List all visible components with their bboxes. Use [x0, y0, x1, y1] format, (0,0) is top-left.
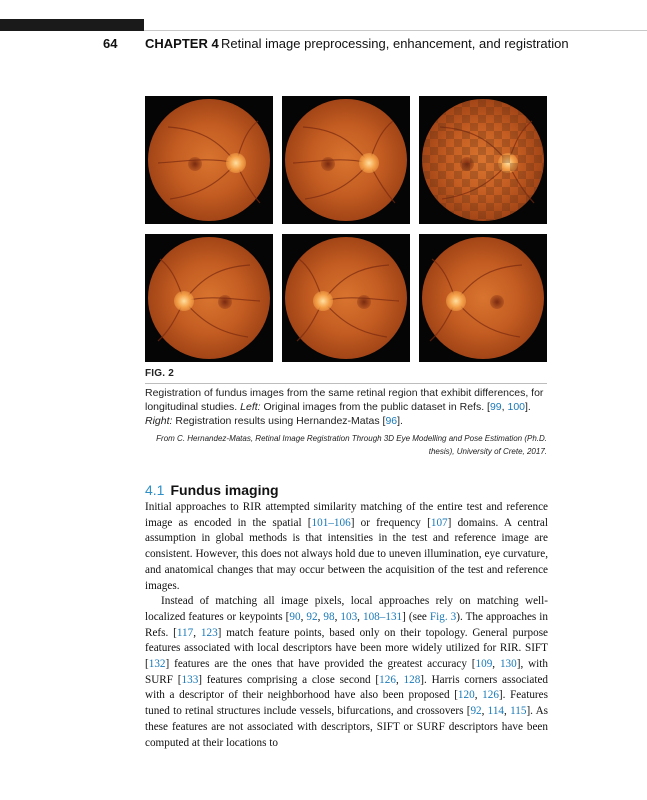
caption-right-text: Registration results using Hernandez-Matas [ — [172, 415, 386, 427]
body-text-segment: ] features are the ones that have provided the greatest accuracy [ — [165, 658, 476, 671]
citation-link[interactable]: 130 — [499, 658, 517, 671]
body-text-segment: ). The approaches in Refs. [ — [145, 610, 549, 639]
fundus-image — [419, 234, 547, 362]
citation-link[interactable]: 92 — [306, 610, 318, 623]
caption-left-text: Original images from the public dataset in Refs. [ — [260, 401, 490, 413]
citation-link[interactable]: 109 — [475, 658, 493, 671]
chapter-title: Retinal image preprocessing, enhancement, and registration — [221, 36, 569, 51]
fundus-image — [419, 96, 547, 224]
section-number: 4.1 — [145, 482, 165, 498]
body-text-segment: , — [504, 705, 511, 718]
body-text-segment: , — [334, 610, 341, 623]
section-heading — [145, 482, 547, 498]
body-text-segment: ]. Harris corners associated with a descriptor of their neighborhood have also been proposed [ — [145, 673, 549, 702]
citation-link[interactable]: 101–106 — [311, 516, 351, 529]
body-text-segment: , — [300, 610, 307, 623]
body-text — [145, 500, 548, 751]
citation-link[interactable]: Fig. 3 — [429, 610, 457, 623]
body-text-segment: , — [474, 689, 483, 702]
fundus-image — [282, 234, 410, 362]
body-text-segment: Instead of matching all image pixels, local approaches rely on matching well-localized features or keypoints [ — [145, 595, 548, 623]
citation-link[interactable]: 128 — [403, 673, 421, 686]
citation-link[interactable]: 103 — [340, 610, 358, 623]
body-text-segment: ] or frequency [ — [350, 516, 431, 529]
caption-text — [145, 386, 547, 428]
caption-rule — [145, 383, 547, 384]
header-bar — [0, 19, 144, 31]
body-text-segment: , — [395, 673, 404, 686]
body-text-segment: , — [481, 705, 488, 718]
body-text-segment: ], with SURF [ — [145, 658, 548, 686]
caption-intro: Registration of fundus images from the same retinal region that exhibit differences, for longitudinal studies. — [145, 387, 544, 413]
caption-end: ]. — [397, 415, 403, 427]
page-number: 64 — [103, 36, 118, 51]
fundus-image — [145, 96, 273, 224]
chapter-label: CHAPTER 4 — [145, 36, 219, 51]
citation-link[interactable]: 92 — [470, 705, 482, 718]
citation-link[interactable]: 108–131 — [362, 610, 403, 623]
citation-link[interactable]: 90 — [289, 610, 301, 623]
fundus-image — [282, 96, 410, 224]
body-text-segment: , — [193, 626, 201, 639]
section-title: Fundus imaging — [170, 482, 279, 498]
body-text-segment: Initial approaches to RIR attempted similarity matching of the entire test and reference image as encoded in the spatial [ — [145, 501, 548, 529]
caption-left-label: Left: — [240, 401, 261, 413]
figure-label: FIG. 2 — [145, 368, 174, 379]
body-paragraph — [145, 500, 548, 594]
figure-caption — [145, 368, 547, 458]
body-text-segment: , — [317, 610, 324, 623]
citation-link[interactable]: 123 — [200, 626, 218, 639]
body-text-segment: ] features comprising a close second [ — [198, 673, 380, 686]
citation-link[interactable]: 98 — [323, 610, 335, 623]
citation-link[interactable]: 120 — [457, 689, 475, 702]
citation-link[interactable]: 117 — [176, 626, 194, 639]
caption-separator: , — [501, 401, 508, 413]
citation-link[interactable]: 132 — [148, 658, 166, 671]
caption-close: ]. — [525, 401, 531, 413]
citation-link[interactable]: 114 — [487, 705, 505, 718]
citation-link[interactable]: 133 — [181, 673, 199, 686]
caption-right-label: Right: — [145, 415, 173, 427]
body-text-segment: ] match feature points, based only on their topology. General purpose features associated with local descriptors have been more widely utilized for RIR. SIFT [ — [145, 626, 549, 671]
body-text-segment: ]. As these features are not associated with descriptors, SIFT or SURF descriptors have been computed at their locations to — [145, 705, 549, 749]
citation-link[interactable]: 100 — [507, 401, 526, 413]
body-text-segment: ]. Features tuned to retinal structures include vessels, bifurcations, and crossovers [ — [145, 689, 548, 718]
citation-link[interactable]: 107 — [430, 516, 448, 529]
body-text-segment: , — [492, 658, 500, 671]
header-rule — [144, 30, 647, 31]
running-header — [0, 36, 647, 56]
body-paragraph — [145, 594, 548, 751]
citation-link[interactable]: 126 — [482, 689, 499, 702]
body-text-segment: ] domains. A central assumption in global methods is that intensities in the test and reference image are consistent. However, this does not always hold due to uneven illumination, eye curvature, and anatomical changes that may occur between the acquisition of the test and reference images. — [145, 516, 548, 592]
figure-source: From C. Hernandez-Matas, Retinal Image Registration Through 3D Eye Modelling and Pose Estimation (Ph.D. thesis), University of Crete, 2017. — [156, 434, 547, 456]
citation-link[interactable]: 126 — [379, 673, 396, 686]
citation-link[interactable]: 96 — [385, 415, 398, 427]
fundus-image — [145, 234, 273, 362]
figure-image-grid — [145, 96, 547, 362]
citation-link[interactable]: 115 — [510, 705, 527, 718]
body-text-segment: , — [357, 610, 363, 623]
citation-link[interactable]: 99 — [489, 401, 502, 413]
body-text-segment: ] (see — [402, 610, 430, 623]
